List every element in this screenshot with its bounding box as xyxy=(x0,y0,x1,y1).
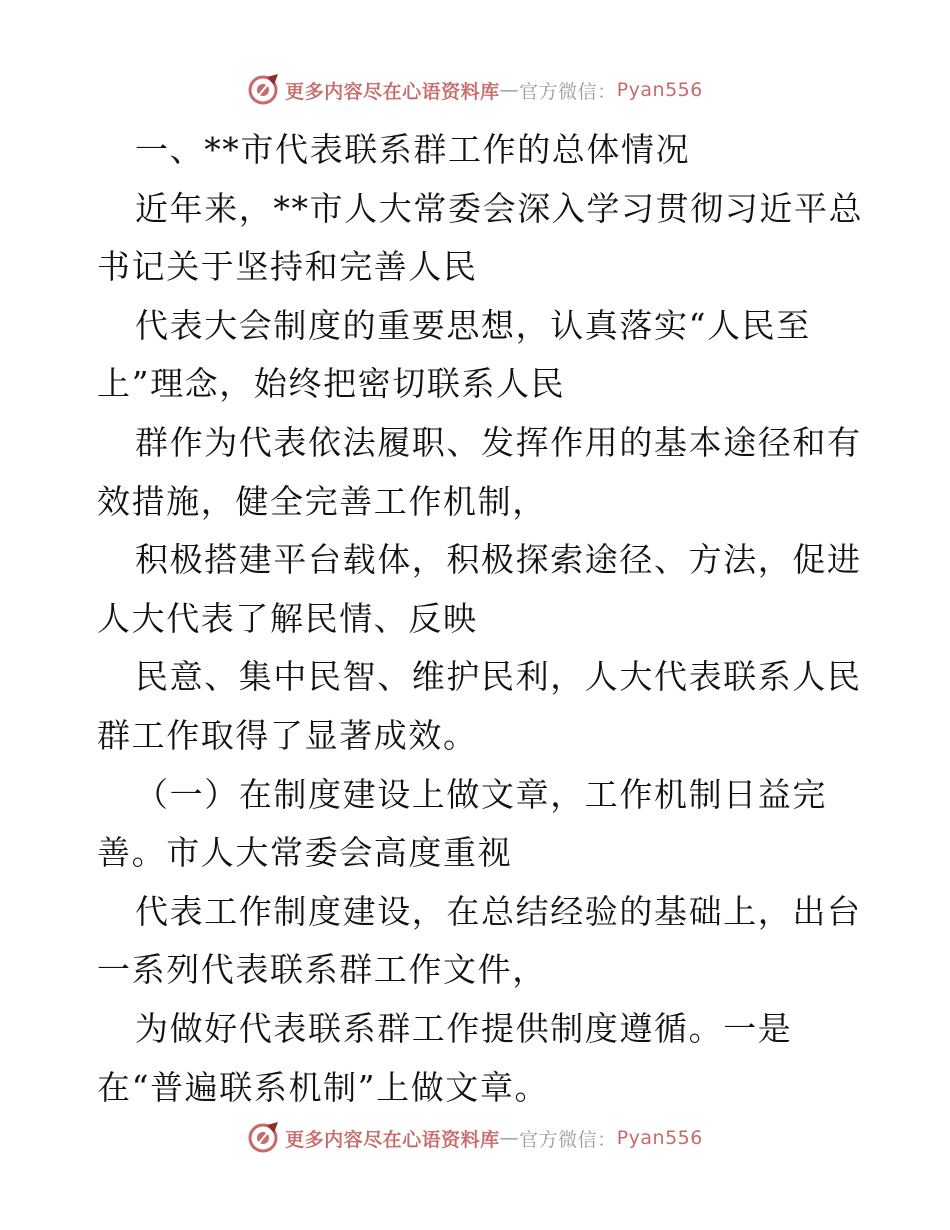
paragraph-line: 一系列代表联系群工作文件， xyxy=(97,950,547,990)
pen-logo-icon xyxy=(247,1121,281,1155)
paragraph-line: 群作为代表依法履职、发挥作用的基本途径和有 xyxy=(135,422,862,462)
paragraph-line: 近年来，**市人大常委会深入学习贯彻习近平总 xyxy=(135,188,864,228)
watermark-separator: — xyxy=(499,79,520,101)
paragraph-line: 书记关于坚持和完善人民 xyxy=(97,247,478,287)
watermark-wechat-id: Pyan556 xyxy=(616,79,703,101)
paragraph-line: 积极搭建平台载体，积极探索途径、方法，促进 xyxy=(135,540,862,580)
paragraph-line: 效措施，健全完善工作机制， xyxy=(97,481,547,521)
paragraph-line: 善。市人大常委会高度重视 xyxy=(97,833,513,873)
paragraph-line: 人大代表了解民情、反映 xyxy=(97,598,478,638)
watermark-separator: — xyxy=(499,1127,520,1149)
watermark-brand: 更多内容尽在心语资料库 xyxy=(285,1128,500,1151)
paragraph-line: 代表大会制度的重要思想，认真落实“人民至 xyxy=(135,305,811,345)
watermark-brand: 更多内容尽在心语资料库 xyxy=(285,80,500,103)
paragraph-line: 在“普遍联系机制”上做文章。 xyxy=(97,1067,550,1107)
paragraph-line: 代表工作制度建设，在总结经验的基础上，出台 xyxy=(135,891,862,931)
footer-watermark xyxy=(0,1118,950,1158)
section-heading: 一、**市代表联系群工作的总体情况 xyxy=(135,130,691,169)
watermark-wechat-id: Pyan556 xyxy=(616,1127,703,1149)
paragraph-line: 群工作取得了显著成效。 xyxy=(97,715,478,755)
document-body xyxy=(97,121,864,1117)
paragraph-line: 民意、集中民智、维护民利，人大代表联系人民 xyxy=(135,657,862,697)
pen-logo-icon xyxy=(247,73,281,107)
header-watermark xyxy=(0,70,950,110)
subsection-heading: （一）在制度建设上做文章，工作机制日益完 xyxy=(135,774,827,814)
paragraph-line: 上”理念，始终把密切联系人民 xyxy=(97,364,566,404)
watermark-label: 官方微信： xyxy=(519,80,617,103)
paragraph-line: 为做好代表联系群工作提供制度遵循。一是 xyxy=(135,1008,793,1048)
watermark-label: 官方微信： xyxy=(519,1128,617,1151)
